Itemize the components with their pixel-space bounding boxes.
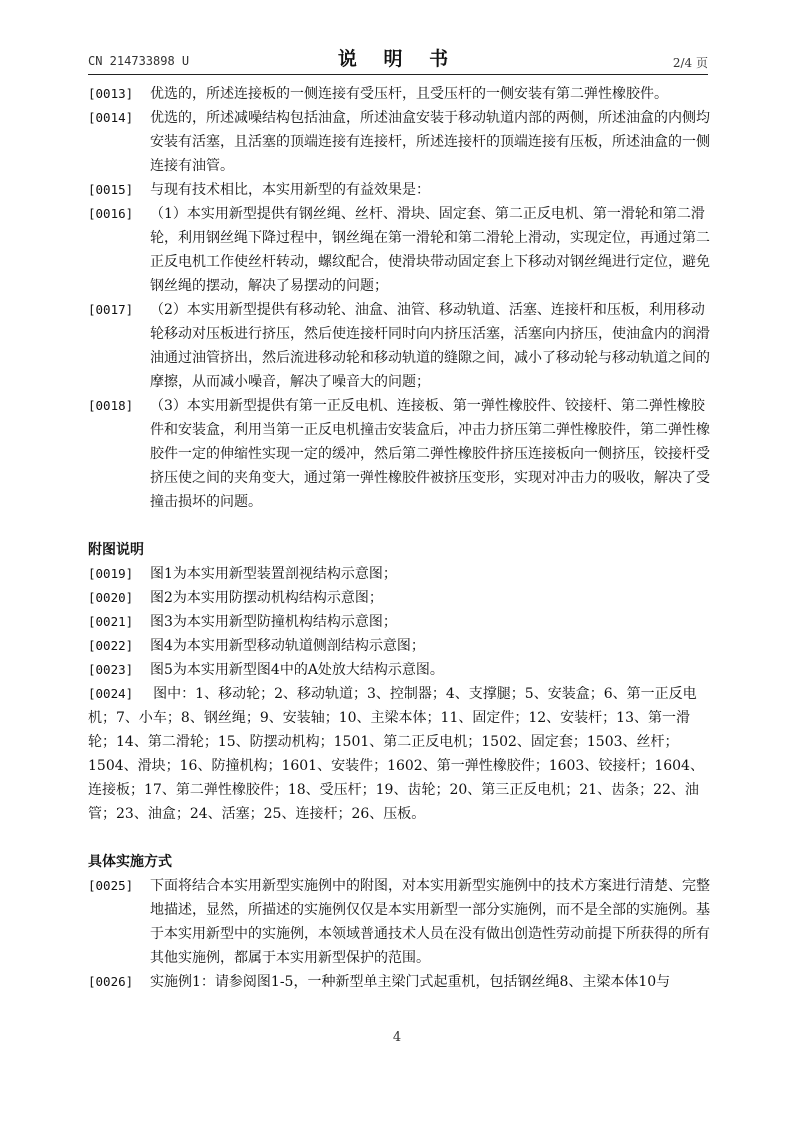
paragraph-text: 优选的，所述减噪结构包括油盒，所述油盒安装于移动轨道内部的两侧，所述油盒的内侧均安装有活塞，且活塞的顶端连接有连接杆，所述连接杆的顶端连接有压板，所述油盒的一侧连接有油管。 (150, 110, 710, 174)
paragraph-0025 (88, 874, 710, 970)
paragraph-0020 (88, 586, 710, 610)
paragraph-text: 图2为本实用防摆动机构结构示意图； (150, 590, 383, 606)
page-header (88, 40, 708, 75)
paragraph-number: [0022] (88, 638, 134, 653)
paragraph-number: [0024] (88, 686, 134, 701)
paragraph-text: 实施例1：请参阅图1-5，一种新型单主梁门式起重机，包括钢丝绳8、主梁本体10与 (150, 974, 671, 990)
paragraph-text: 下面将结合本实用新型实施例中的附图，对本实用新型实施例中的技术方案进行清楚、完整地描述，显然，所描述的实施例仅仅是本实用新型一部分实施例，而不是全部的实施例。基于本实用新型中的实施例，本领域普通技术人员在没有做出创造性劳动前提下所获得的所有其他实施例，都属于本实用新型保护的范围。 (150, 878, 710, 966)
paragraph-number: [0020] (88, 590, 134, 605)
paragraph-0021 (88, 610, 710, 634)
paragraph-0014 (88, 106, 710, 178)
page-indicator: 2/4 页 (672, 56, 708, 70)
paragraph-number: [0014] (88, 110, 134, 125)
paragraph-0026 (88, 970, 710, 994)
paragraph-number: [0013] (88, 86, 134, 101)
paragraph-number: [0017] (88, 302, 134, 317)
section-heading-figures: 附图说明 (88, 542, 144, 558)
paragraph-number: [0019] (88, 566, 134, 581)
document-body (88, 82, 710, 994)
section-heading-embodiments: 具体实施方式 (88, 854, 172, 870)
document-title: 说 明 书 (337, 48, 459, 70)
paragraph-0017 (88, 298, 710, 394)
patent-number: CN 214733898 U (88, 54, 190, 68)
paragraph-text: 图4为本实用新型移动轨道侧剖结构示意图； (150, 638, 425, 654)
paragraph-text: 图5为本实用新型图4中的A处放大结构示意图。 (150, 662, 444, 678)
page-number: 4 (392, 1030, 402, 1045)
section-spacer (88, 514, 710, 538)
paragraph-number: [0025] (88, 878, 134, 893)
paragraph-0019 (88, 562, 710, 586)
paragraph-text: 图1为本实用新型装置剖视结构示意图； (150, 566, 397, 582)
paragraph-text: （3）本实用新型提供有第一正反电机、连接板、第一弹性橡胶件、铰接杆、第二弹性橡胶件和安装盒，利用当第一正反电机撞击安装盒后，冲击力挤压第二弹性橡胶件，第二弹性橡胶件一定的伸缩性实现一定的缓冲，然后第二弹性橡胶件挤压连接板向一侧挤压，铰接杆受挤压使之间的夹角变大，通过第一弹性橡胶件被挤压变形，实现对冲击力的吸收，解决了受撞击损坏的问题。 (150, 398, 710, 510)
paragraph-text: 与现有技术相比，本实用新型的有益效果是： (150, 182, 430, 198)
paragraph-text: （1）本实用新型提供有钢丝绳、丝杆、滑块、固定套、第二正反电机、第一滑轮和第二滑轮，利用钢丝绳下降过程中，钢丝绳在第一滑轮和第二滑轮上滑动，实现定位，再通过第二正反电机工作使丝杆转动，螺纹配合，使滑块带动固定套上下移动对钢丝绳进行定位，避免钢丝绳的摆动，解决了易摆动的问题； (150, 206, 710, 294)
paragraph-number: [0026] (88, 974, 134, 989)
paragraph-0018 (88, 394, 710, 514)
paragraph-0015 (88, 178, 710, 202)
paragraph-number: [0016] (88, 206, 134, 221)
paragraph-text: （2）本实用新型提供有移动轮、油盒、油管、移动轨道、活塞、连接杆和压板，利用移动轮移动对压板进行挤压，然后使连接杆同时向内挤压活塞，活塞向内挤压，使油盒内的润滑油通过油管挤出，然后流进移动轮和移动轨道的缝隙之间，减小了移动轮与移动轨道之间的摩擦，从而减小噪音，解决了噪音大的问题； (150, 302, 710, 390)
paragraph-text: 优选的，所述连接板的一侧连接有受压杆，且受压杆的一侧安装有第二弹性橡胶件。 (150, 86, 668, 102)
paragraph-0022 (88, 634, 710, 658)
paragraph-number: [0018] (88, 398, 134, 413)
paragraph-text: 图中：1、移动轮；2、移动轨道；3、控制器；4、支撑腿；5、安装盒；6、第一正反电机；7、小车；8、钢丝绳；9、安装轴；10、主梁本体；11、固定件；12、安装杆；13、第一滑轮；14、第二滑轮；15、防摆动机构；1501、第二正反电机；1502、固定套；1503、丝杆；1504、滑块；16、防撞机构；1601、安装件；1602、第一弹性橡胶件；1603、铰接杆；1604、连接板；17、第二弹性橡胶件；18、受压杆；19、齿轮；20、第三正反电机；21、齿条；22、油管；23、油盒；24、活塞；25、连接杆；26、压板。 (88, 686, 704, 822)
paragraph-0013 (88, 82, 710, 106)
section-spacer (88, 826, 710, 850)
paragraph-number: [0023] (88, 662, 134, 677)
paragraph-0024 (88, 682, 710, 826)
paragraph-0023 (88, 658, 710, 682)
paragraph-text: 图3为本实用新型防撞机构结构示意图； (150, 614, 397, 630)
paragraph-number: [0021] (88, 614, 134, 629)
paragraph-number: [0015] (88, 182, 134, 197)
paragraph-0016 (88, 202, 710, 298)
